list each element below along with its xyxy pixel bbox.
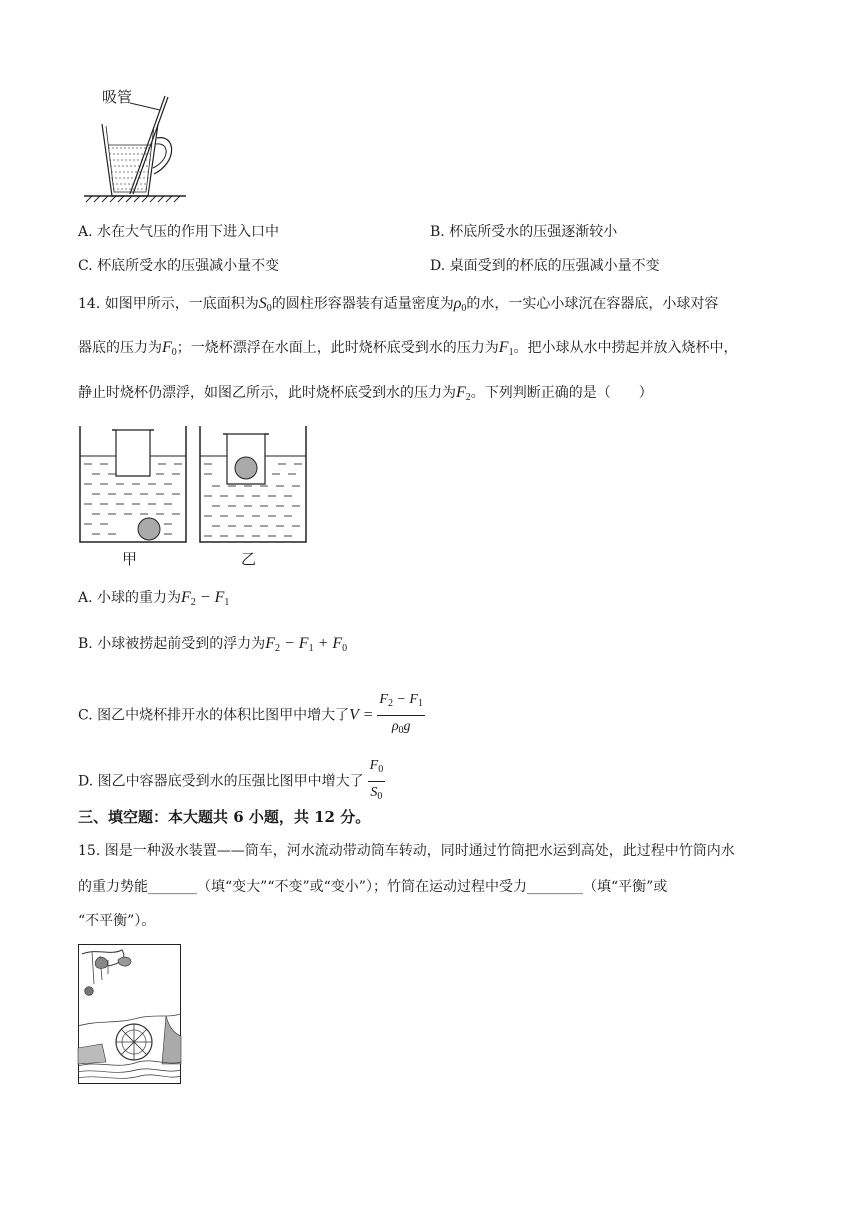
q13-option-d: D. 桌面受到的杯底的压强减小量不变 — [430, 258, 660, 274]
math-s0: $S_0$ — [258, 295, 272, 314]
figure-label-yi: 乙 — [241, 550, 257, 568]
cup-straw-figure — [78, 82, 198, 207]
q14-option-a-text: A. 小球的重力为 — [78, 590, 182, 606]
q14-text: 的水，一实心小球沉在容器底，小球对容 — [466, 296, 719, 312]
q14-text: 。把小球从水中捞起并放入烧杯中， — [513, 340, 738, 356]
cup-drawing — [78, 82, 198, 207]
q14-text: 的圆柱形容器装有适量密度为 — [271, 296, 454, 312]
q15-line2: 的重力势能_______（填“变大”“不变”或“变小”）；竹筒在运动过程中受力________（填“平衡”或 — [78, 879, 668, 895]
q14-option-c — [78, 690, 425, 741]
math-expr-c: V = — [349, 706, 374, 724]
fraction-d: $\frac{F_0}{S_0}$ — [369, 758, 384, 802]
q14-stem-line3 — [78, 383, 653, 408]
math-f2: $F_2$ — [456, 384, 471, 403]
math-expr-a: $F_2 - F_1$ — [181, 589, 230, 608]
q14-text: 静止时烧杯仍漂浮，如图乙所示，此时烧杯底受到水的压力为 — [78, 385, 456, 401]
math-expr-b: $F_2 - F_1 + F_0$ — [265, 635, 348, 654]
fraction-c: $\frac{F_2 - F_1}{\rho_0g}$ — [379, 692, 423, 736]
q14-stem-line2 — [78, 338, 738, 363]
math-f1: $F_1$ — [498, 339, 514, 358]
q14-text: 如图甲所示，一底面积为 — [104, 296, 259, 312]
math-rho0: $\rho_0$ — [453, 295, 467, 314]
beaker-figure — [78, 424, 318, 569]
q14-text: ；一烧杯漂浮在水面上，此时烧杯底受到水的压力为 — [176, 340, 499, 356]
q14-number: 14. — [78, 296, 101, 312]
q14-option-b-text: B. 小球被捞起前受到的浮力为 — [78, 636, 266, 652]
q13-option-b: B. 杯底所受水的压强逐渐较小 — [430, 224, 618, 240]
container-yi — [200, 426, 306, 542]
q14-option-d-text: D. 图乙中容器底受到水的压强比图甲中增大了 — [78, 773, 364, 790]
math-f0: $F_0$ — [162, 339, 177, 358]
straw-label: 吸管 — [102, 88, 133, 106]
q14-text: 器底的压力为 — [78, 340, 162, 356]
q14-option-c-text: C. 图乙中烧杯排开水的体积比图甲中增大了 — [78, 707, 350, 724]
q14-stem-line1 — [78, 294, 718, 319]
section-title: 三、填空题：本大题共 6 小题，共 12 分。 — [78, 808, 371, 826]
q14-option-d — [78, 756, 385, 807]
figure-label-jia: 甲 — [122, 550, 138, 568]
q15-line3: “不平衡”）。 — [78, 913, 156, 929]
q13-option-c: C. 杯底所受水的压强减小量不变 — [78, 258, 280, 274]
q14-option-a — [78, 588, 229, 613]
q14-option-b — [78, 634, 347, 659]
water-wheel-illustration — [78, 944, 182, 1084]
q14-text: 。下列判断正确的是（ ） — [470, 385, 653, 401]
container-jia — [80, 426, 186, 542]
q15-line1: 15. 图是一种汲水装置——筒车，河水流动带动筒车转动，同时通过竹筒把水运到高处，此过程中竹筒内水 — [78, 843, 735, 859]
q13-option-a: A. 水在大气压的作用下进入口中 — [78, 224, 280, 240]
